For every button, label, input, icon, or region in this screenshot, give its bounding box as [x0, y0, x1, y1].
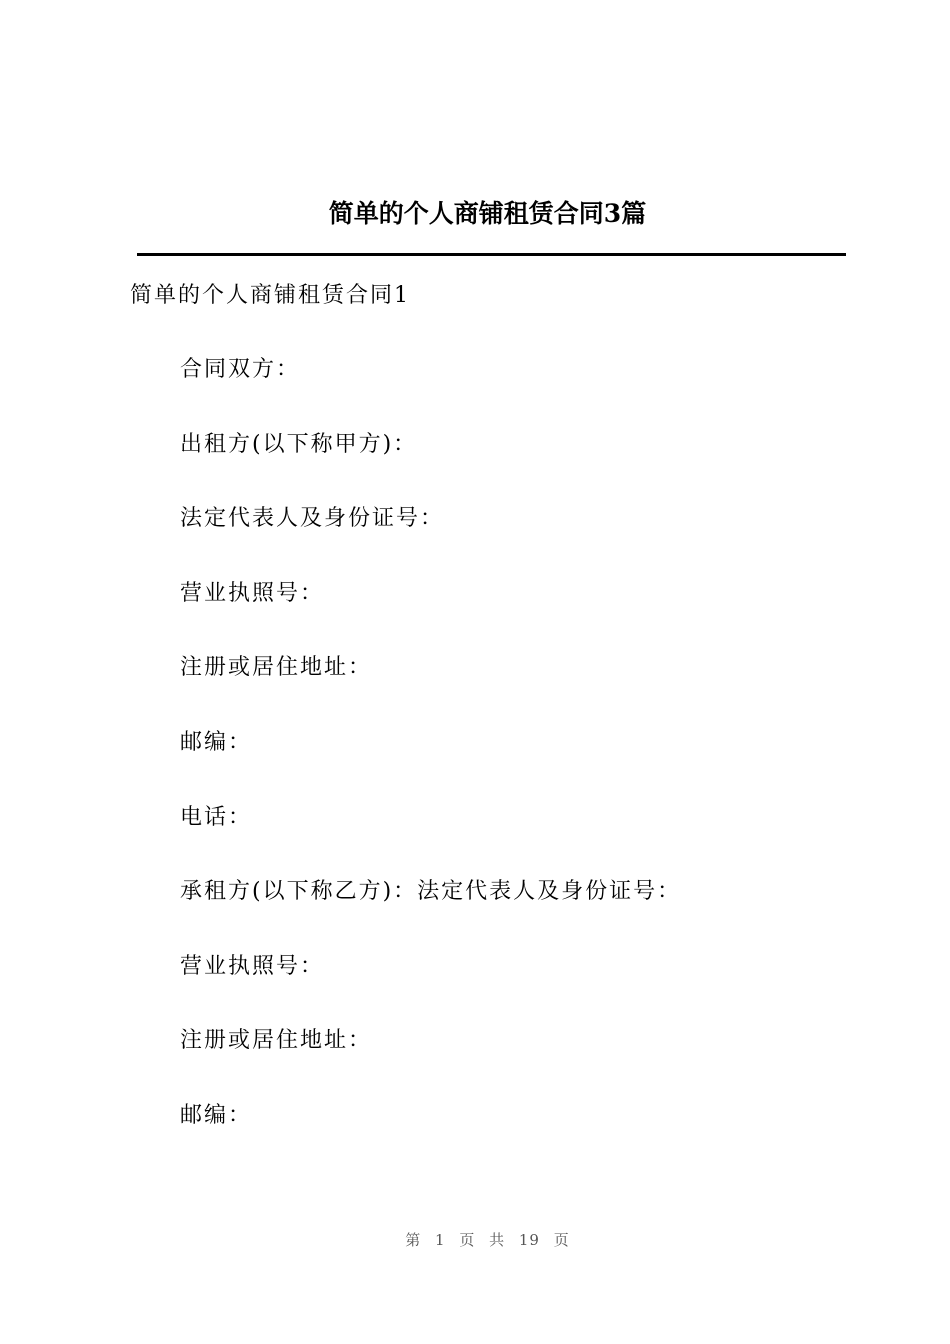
section-heading: 简单的个人商铺租赁合同1	[130, 283, 410, 308]
paragraph: 邮编：	[180, 1102, 253, 1128]
page-number-footer: 第 1 页 共 19 页	[405, 1231, 570, 1249]
paragraph: 营业执照号：	[180, 953, 325, 979]
paragraph: 法定代表人及身份证号：	[180, 506, 445, 532]
paragraph: 注册或居住地址：	[180, 1028, 373, 1054]
paragraph: 营业执照号：	[180, 580, 325, 606]
contract-fields-list	[180, 354, 681, 1175]
title-divider	[137, 253, 846, 256]
paragraph: 注册或居住地址：	[180, 655, 373, 681]
document-title: 简单的个人商铺租赁合同3篇	[328, 199, 647, 228]
paragraph: 承租方(以下称乙方)：法定代表人及身份证号：	[180, 879, 682, 905]
paragraph: 电话：	[180, 804, 253, 830]
paragraph: 出租方(以下称甲方)：	[180, 431, 418, 457]
paragraph: 邮编：	[180, 729, 253, 755]
paragraph: 合同双方：	[180, 357, 301, 382]
